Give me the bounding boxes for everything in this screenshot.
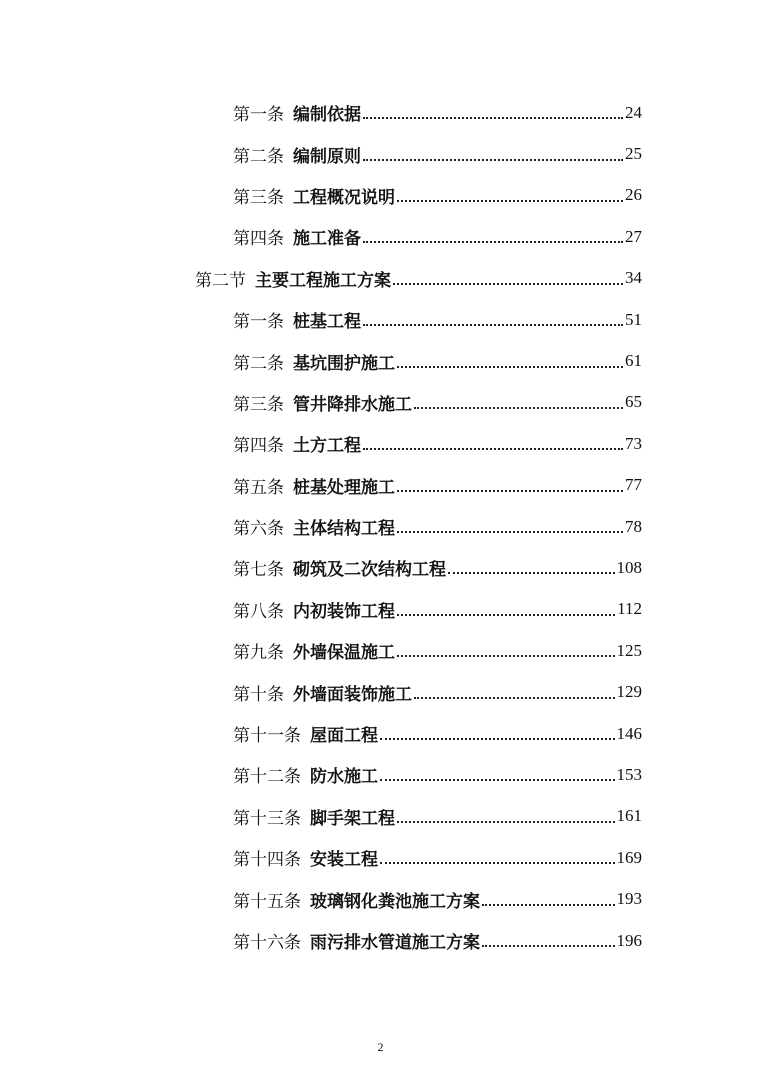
dot-leader xyxy=(397,199,623,202)
toc-entry-title: 外墙面装饰施工 xyxy=(293,684,412,705)
dot-leader xyxy=(363,240,623,243)
toc-entry-number: 第三条 xyxy=(233,187,284,208)
toc-entry-number: 第九条 xyxy=(233,643,284,664)
toc-entry-page: 125 xyxy=(616,640,642,660)
dot-leader xyxy=(414,696,615,699)
toc-entry[interactable] xyxy=(0,299,642,340)
toc-entry-number: 第三条 xyxy=(233,394,284,415)
toc-entry-page: 112 xyxy=(617,599,642,619)
toc-entry[interactable] xyxy=(0,671,642,712)
toc-entry[interactable] xyxy=(0,920,642,961)
toc-entry-number: 第十四条 xyxy=(233,850,301,871)
dot-leader xyxy=(393,282,623,285)
page-number: 2 xyxy=(377,1040,384,1054)
toc-entry-page: 25 xyxy=(625,144,642,164)
toc-entry-page: 34 xyxy=(625,268,642,288)
dot-leader xyxy=(380,778,615,781)
toc-entry[interactable] xyxy=(0,258,642,299)
toc-entry-number: 第六条 xyxy=(233,519,284,540)
toc-entry-page: 108 xyxy=(616,557,642,577)
dot-leader xyxy=(363,323,623,326)
toc-entry-title: 主体结构工程 xyxy=(293,519,395,540)
toc-entry-number: 第十六条 xyxy=(233,933,301,953)
toc-entry-page: 51 xyxy=(625,309,642,329)
dot-leader xyxy=(448,571,615,574)
toc-entry[interactable] xyxy=(0,754,642,795)
toc-entry[interactable] xyxy=(0,92,642,133)
table-of-contents xyxy=(0,92,761,961)
toc-entry-page: 169 xyxy=(616,847,642,867)
toc-entry-title: 主要工程施工方案 xyxy=(255,270,391,291)
toc-entry-number: 第八条 xyxy=(233,601,284,622)
toc-entry-title: 管井降排水施工 xyxy=(293,394,412,415)
toc-entry-page: 27 xyxy=(625,226,642,246)
toc-entry-number: 第七条 xyxy=(233,560,284,581)
dot-leader xyxy=(397,820,615,823)
toc-entry-number: 第四条 xyxy=(233,436,284,457)
toc-entry-title: 脚手架工程 xyxy=(310,808,395,829)
dot-leader xyxy=(363,116,623,119)
toc-entry-title: 砌筑及二次结构工程 xyxy=(293,560,446,581)
toc-entry-title: 基坑围护施工 xyxy=(293,353,395,374)
toc-entry-page: 65 xyxy=(625,392,642,412)
toc-entry[interactable] xyxy=(0,133,642,174)
toc-entry-title: 桩基处理施工 xyxy=(293,477,395,498)
toc-entry-title: 外墙保温施工 xyxy=(293,643,395,664)
dot-leader xyxy=(363,158,623,161)
toc-entry-number: 第二节 xyxy=(195,270,246,291)
toc-entry-title: 玻璃钢化粪池施工方案 xyxy=(310,891,480,912)
toc-entry-page: 161 xyxy=(616,806,642,826)
toc-entry[interactable] xyxy=(0,713,642,754)
toc-entry-title: 工程概况说明 xyxy=(293,187,395,208)
toc-entry-title: 桩基工程 xyxy=(293,312,361,333)
toc-entry[interactable] xyxy=(0,216,642,257)
toc-entry-page: 146 xyxy=(616,723,642,743)
dot-leader xyxy=(397,489,623,492)
toc-entry-page: 129 xyxy=(616,682,642,702)
toc-entry-number: 第四条 xyxy=(233,229,284,250)
toc-entry-page: 61 xyxy=(625,351,642,371)
toc-entry-number: 第一条 xyxy=(233,312,284,333)
toc-entry-number: 第二条 xyxy=(233,353,284,374)
dot-leader xyxy=(482,903,615,906)
dot-leader xyxy=(397,613,615,616)
toc-entry-title: 屋面工程 xyxy=(310,726,378,747)
toc-entry[interactable] xyxy=(0,423,642,464)
toc-entry-number: 第十二条 xyxy=(233,767,301,788)
toc-entry-title: 防水施工 xyxy=(310,767,378,788)
toc-entry[interactable] xyxy=(0,589,642,630)
toc-entry[interactable] xyxy=(0,506,642,547)
toc-entry[interactable] xyxy=(0,340,642,381)
toc-entry-title: 土方工程 xyxy=(293,436,361,457)
toc-entry-title: 编制原则 xyxy=(293,146,361,167)
dot-leader xyxy=(363,447,623,450)
toc-entry-title: 安装工程 xyxy=(310,850,378,871)
dot-leader xyxy=(380,861,615,864)
dot-leader xyxy=(414,406,623,409)
toc-entry-title: 施工准备 xyxy=(293,229,361,250)
toc-entry-number: 第五条 xyxy=(233,477,284,498)
toc-entry-page: 73 xyxy=(625,433,642,453)
toc-entry-number: 第十一条 xyxy=(233,726,301,747)
toc-entry-number: 第二条 xyxy=(233,146,284,167)
toc-entry-title: 雨污排水管道施工方案 xyxy=(310,933,480,953)
toc-entry[interactable] xyxy=(0,796,642,837)
toc-entry[interactable] xyxy=(0,630,642,671)
toc-entry-page: 26 xyxy=(625,185,642,205)
toc-entry-page: 196 xyxy=(616,930,642,950)
toc-entry-number: 第十三条 xyxy=(233,808,301,829)
toc-entry-number: 第一条 xyxy=(233,105,284,126)
toc-entry[interactable] xyxy=(0,175,642,216)
toc-entry-page: 153 xyxy=(616,764,642,784)
toc-entry[interactable] xyxy=(0,878,642,919)
toc-entry-page: 78 xyxy=(625,516,642,536)
dot-leader xyxy=(397,530,623,533)
toc-entry-number: 第十条 xyxy=(233,684,284,705)
dot-leader xyxy=(380,737,615,740)
toc-entry-title: 编制依据 xyxy=(293,105,361,126)
toc-entry[interactable] xyxy=(0,382,642,423)
dot-leader xyxy=(397,365,623,368)
toc-entry-page: 24 xyxy=(625,102,642,122)
toc-entry[interactable] xyxy=(0,837,642,878)
toc-entry-number: 第十五条 xyxy=(233,891,301,912)
dot-leader xyxy=(397,654,615,657)
toc-entry[interactable] xyxy=(0,547,642,588)
toc-entry-page: 193 xyxy=(616,889,642,909)
toc-entry-page: 77 xyxy=(625,475,642,495)
toc-entry-title: 内初装饰工程 xyxy=(293,601,395,622)
toc-entry[interactable] xyxy=(0,465,642,506)
dot-leader xyxy=(482,944,615,947)
